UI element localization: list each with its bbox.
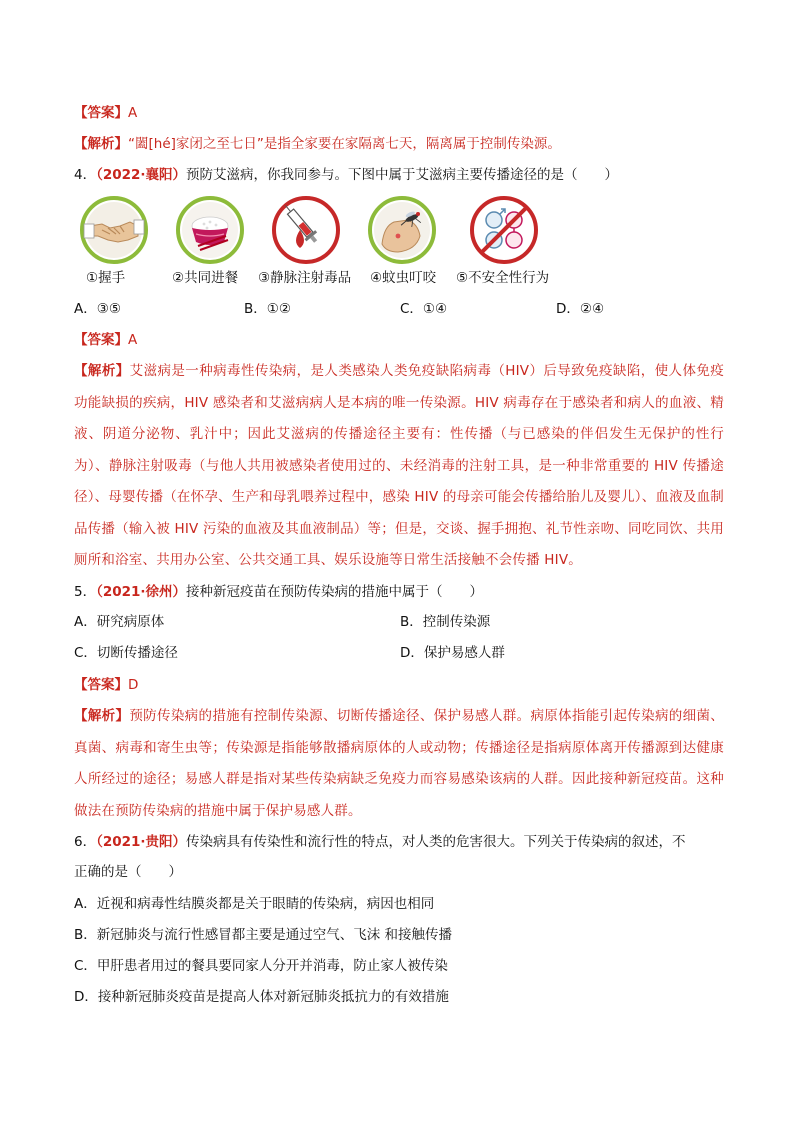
option-c: C．甲肝患者用过的餐具要同家人分开并消毒，防止家人被传染 (74, 958, 448, 974)
answer-tag: 【答案】 (74, 332, 128, 348)
q4-analysis (74, 356, 724, 577)
q6-stem-line-2: 正确的是（ ） (74, 864, 182, 880)
question-number: 4． (74, 167, 97, 183)
question-number: 6． (74, 834, 97, 850)
option-a: A．研究病原体 (74, 614, 165, 630)
question-source: （2022·襄阳） (96, 167, 187, 183)
option-d: D．保护易感人群 (400, 645, 505, 661)
q5-analysis (74, 701, 724, 827)
answer-value: D (128, 677, 139, 693)
question-source: （2021·徐州） (96, 584, 187, 600)
option-d: D．接种新冠肺炎疫苗是提高人体对新冠肺炎抵抗力的有效措施 (74, 989, 449, 1005)
option-a: A．近视和病毒性结膜炎都是关于眼睛的传染病，病因也相同 (74, 896, 435, 912)
q3-answer-line (74, 103, 137, 123)
analysis-text: 艾滋病是一种病毒性传染病，是人类感染人类免疫缺陷病毒（HIV）后导致免疫缺陷，使人体免疫功能缺损的疾病，HIV 感染者和艾滋病病人是本病的唯一传染源。HIV 病毒存在于感染者和病人的血液、精液、阴道分泌物、乳汁中；因此艾滋病的传播途径主要有：性传播（与已感染的伴侣发生无保护的性行为）、静脉注射吸毒（与他人共用被感染者使用过的、未经消毒的注射工具，是一种非常重要的 HIV 传播途径）、母婴传播（在怀孕、生产和母乳喂养过程中，感染 HIV 的母亲可能会传播给胎儿及婴儿）、血液及血制品传播（输入被 HIV 污染的血液及其血液制品）等；但是，交谈、握手拥抱、礼节性亲吻、同吃同饮、共用厕所和浴室、共用办公室、公共交通工具、娱乐设施等日常生活接触不会传播 HIV。 (74, 363, 724, 568)
unsafe-sex-icon (470, 196, 538, 264)
answer-value: A (128, 105, 138, 121)
syringe-blood-icon (272, 196, 340, 264)
image-caption-4: ④蚊虫叮咬 (370, 270, 437, 286)
analysis-tag: 【解析】 (74, 363, 130, 379)
analysis-text: “闔[hé]家闭之至七日”是指全家要在家隔离七天，隔离属于控制传染源。 (128, 136, 561, 152)
q4-answer-line (74, 330, 137, 350)
option-c: C．①④ (400, 301, 448, 317)
answer-value: A (128, 332, 138, 348)
question-text: 传染病具有传染性和流行性的特点，对人类的危害很大。下列关于传染病的叙述，不 (186, 834, 686, 850)
answer-tag: 【答案】 (74, 677, 128, 693)
question-text: 接种新冠疫苗在预防传染病的措施中属于（ ） (186, 584, 484, 600)
image-caption-1: ①握手 (86, 270, 126, 286)
question-source: （2021·贵阳） (96, 834, 187, 850)
q3-analysis-line (74, 134, 561, 154)
analysis-text: 预防传染病的措施有控制传染源、切断传播途径、保护易感人群。病原体指能引起传染病的细菌、真菌、病毒和寄生虫等；传染源是指能够散播病原体的人或动物；传播途径是指病原体离开传播源到达健康人所经过的途径；易感人群是指对某些传染病缺乏免疫力而容易感染该病的人群。因此接种新冠疫苗。这种做法在预防传染病的措施中属于保护易感人群。 (74, 708, 724, 819)
option-d: D．②④ (556, 301, 605, 317)
analysis-tag: 【解析】 (74, 708, 130, 724)
answer-tag: 【答案】 (74, 105, 128, 121)
option-a: A．③⑤ (74, 301, 121, 317)
image-caption-3: ③静脉注射毒品 (258, 270, 352, 286)
shared-meal-bowl-icon (176, 196, 244, 264)
q6-stem-line-1 (74, 832, 686, 852)
q5-stem (74, 582, 483, 602)
handshake-icon (80, 196, 148, 264)
q5-answer-line (74, 675, 138, 695)
question-number: 5． (74, 584, 97, 600)
q4-stem (74, 165, 618, 185)
option-b: B．新冠肺炎与流行性感冒都主要是通过空气、飞沫 和接触传播 (74, 927, 453, 943)
mosquito-bite-icon (368, 196, 436, 264)
image-caption-5: ⑤不安全性行为 (456, 270, 550, 286)
analysis-tag: 【解析】 (74, 136, 128, 152)
option-b: B．控制传染源 (400, 614, 491, 630)
image-caption-2: ②共同进餐 (172, 270, 239, 286)
question-text: 预防艾滋病，你我同参与。下图中属于艾滋病主要传播途径的是（ ） (186, 167, 619, 183)
option-c: C．切断传播途径 (74, 645, 178, 661)
option-b: B．①② (244, 301, 291, 317)
